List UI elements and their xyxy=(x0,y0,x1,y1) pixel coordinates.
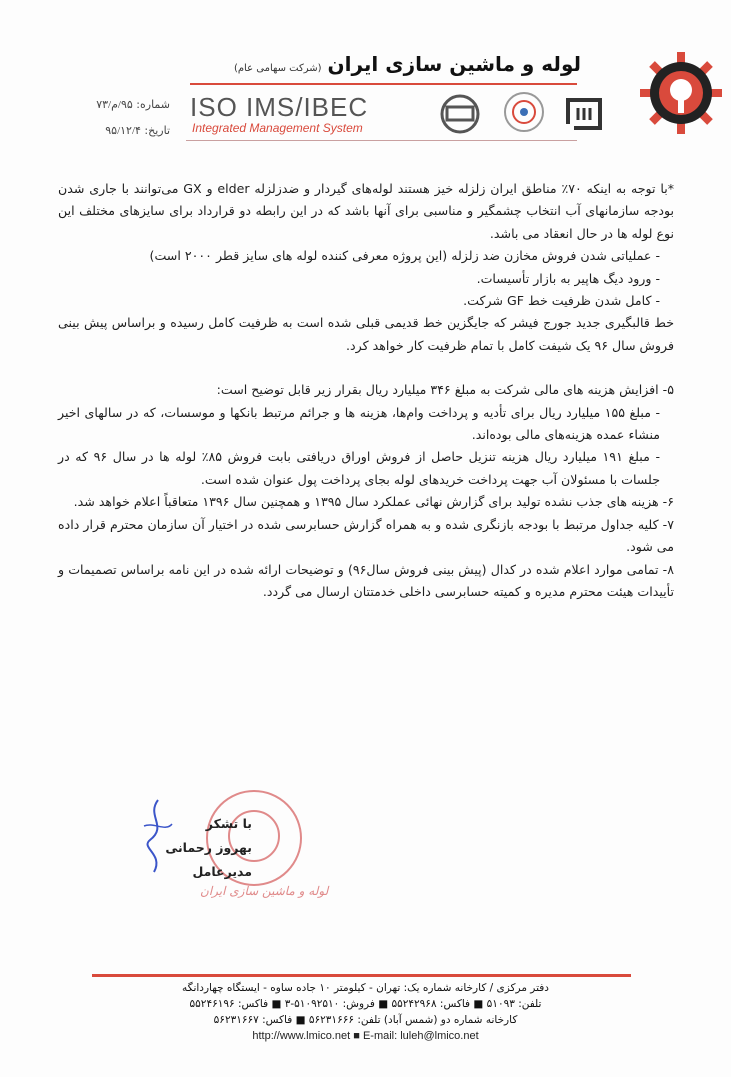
section-6: ۶- هزینه های جذب نشده تولید برای گزارش نهائی عملکرد سال ۱۳۹۵ و همچنین سال ۱۳۹۶ متعاقباً اعلام خواهد شد. xyxy=(73,494,674,510)
footer-address-1: دفتر مرکزی / کارخانه شماره یک: تهران - کیلومتر ۱۰ جاده ساوه - ایستگاه چهاردانگه xyxy=(182,982,549,994)
date-value: ۹۵/۱۲/۴ xyxy=(105,125,141,137)
iso-subtitle: Integrated Management System xyxy=(192,121,363,135)
footer-divider xyxy=(92,974,631,977)
letter-number xyxy=(10,98,170,111)
letter-date xyxy=(10,124,170,137)
ims-cert-logo xyxy=(500,90,548,134)
company-gear-logo xyxy=(640,52,722,134)
iso-title: ISO IMS/IBEC xyxy=(190,92,369,122)
signer-title: مدیرعامل xyxy=(192,864,252,879)
footer-phones: تلفن: ۵۱۰۹۳ ■ فاکس: ۵۵۲۴۲۹۶۸ ■ فروش: ۵۱۰۹۲۵۱۰-۳ ■ فاکس: ۵۵۲۴۶۱۹۶ xyxy=(189,998,542,1010)
bullet-3: - کامل شدن ظرفیت خط GF شرکت. xyxy=(463,293,660,309)
footer-web: http://www.lmico.net ■ E-mail: luleh@lmico.net xyxy=(252,1030,479,1042)
signer-name: بهروز رحمانی xyxy=(165,840,252,855)
letter-body xyxy=(58,178,674,603)
bullet-1: - عملیاتی شدن فروش مخازن ضد زلزله (این پروژه معرفی کننده لوله های سایز قطر ۲۰۰۰ است) xyxy=(149,248,660,264)
email-link[interactable]: E-mail: luleh@lmico.net xyxy=(362,1030,479,1042)
section-8: ۸- تمامی موارد اعلام شده در کدال (پیش بینی فروش سال۹۶) و توضیحات ارائه شده در این نامه براساس تصمیمات و تأییدات هیئت محترم مدیره و کمیته حسابرسی داخلی خدمتتان ارسال می گردد. xyxy=(58,561,674,599)
date-label: تاریخ: xyxy=(144,124,170,137)
standard-mark-logo xyxy=(564,94,604,134)
website-link[interactable]: http://www.lmico.net xyxy=(252,1030,351,1042)
iso-cert-logo xyxy=(438,94,482,134)
number-value: ۹۵/م/۷۳ xyxy=(96,99,133,111)
paragraph-2: خط قالبگیری جدید جورج فیشر که جایگزین خط قدیمی قبلی شده است به ظرفیت کامل رسیده و براساس پیش بینی فروش سال ۹۶ یک شیفت کامل با تمام ظرفیت کار خواهد کرد. xyxy=(58,315,674,353)
ims-divider xyxy=(186,140,577,141)
closing: با تشکر xyxy=(205,816,252,831)
bullet-2: - ورود دیگ هاپیر به بازار تأسیسات. xyxy=(476,270,660,286)
signature-block xyxy=(132,812,252,884)
bullet-4: - مبلغ ۱۵۵ میلیارد ریال برای تأدیه و پرداخت وام‌ها، هزینه ها و جرائم مرتبط بانکها و موسسات، که در سالهای اخیر منشاء عمده هزینه‌های مالی بوده‌اند. xyxy=(58,404,661,443)
stamp-text: لوله و ماشین سازی ایران xyxy=(200,884,329,898)
number-label: شماره: xyxy=(136,98,170,111)
section-5: ۵- افزایش هزینه های مالی شرکت به مبلغ ۳۴۶ میلیارد ریال بقرار زیر قابل توضیح است: xyxy=(216,382,674,398)
paragraph-1: *با توجه به اینکه ۷۰٪ مناطق ایران زلزله خیز هستند لوله‌های گیردار و ضدزلزله elder و GX می‌توانند با جاری شدن بودجه سازمانهای آب انتخاب چشمگیر و مناسبی برای آنها باشد که در این رابطه دو قرارداد برای سایزهای مختلف این نوع لوله ها در حال انعقاد می باشد. xyxy=(58,181,675,241)
section-7: ۷- کلیه جداول مرتبط با بودجه بازنگری شده و به همراه گزارش حسابرسی شده در اختیار آن سازمان محترم قرار داده می شود. xyxy=(58,516,674,555)
footer-address-2: کارخانه شماره دو (شمس آباد) تلفن: ۵۶۲۳۱۶۶۶ ■ فاکس: ۵۶۲۳۱۶۶۷ xyxy=(213,1014,518,1026)
company-name: لوله و ماشین سازی ایران(شرکت سهامی عام) xyxy=(233,52,581,76)
header-divider xyxy=(190,83,577,85)
company-type: (شرکت سهامی عام) xyxy=(233,63,322,74)
bullet-5: - مبلغ ۱۹۱ میلیارد ریال هزینه تنزیل حاصل از فروش اوراق دریافتی بابت فروش ۸۵٪ لوله ها در سال ۹۶ که در جلسات با مسئولان آب جهت پرداخت خریدهای لوله بجای پرداخت پول عنوان شده است. xyxy=(58,449,660,487)
